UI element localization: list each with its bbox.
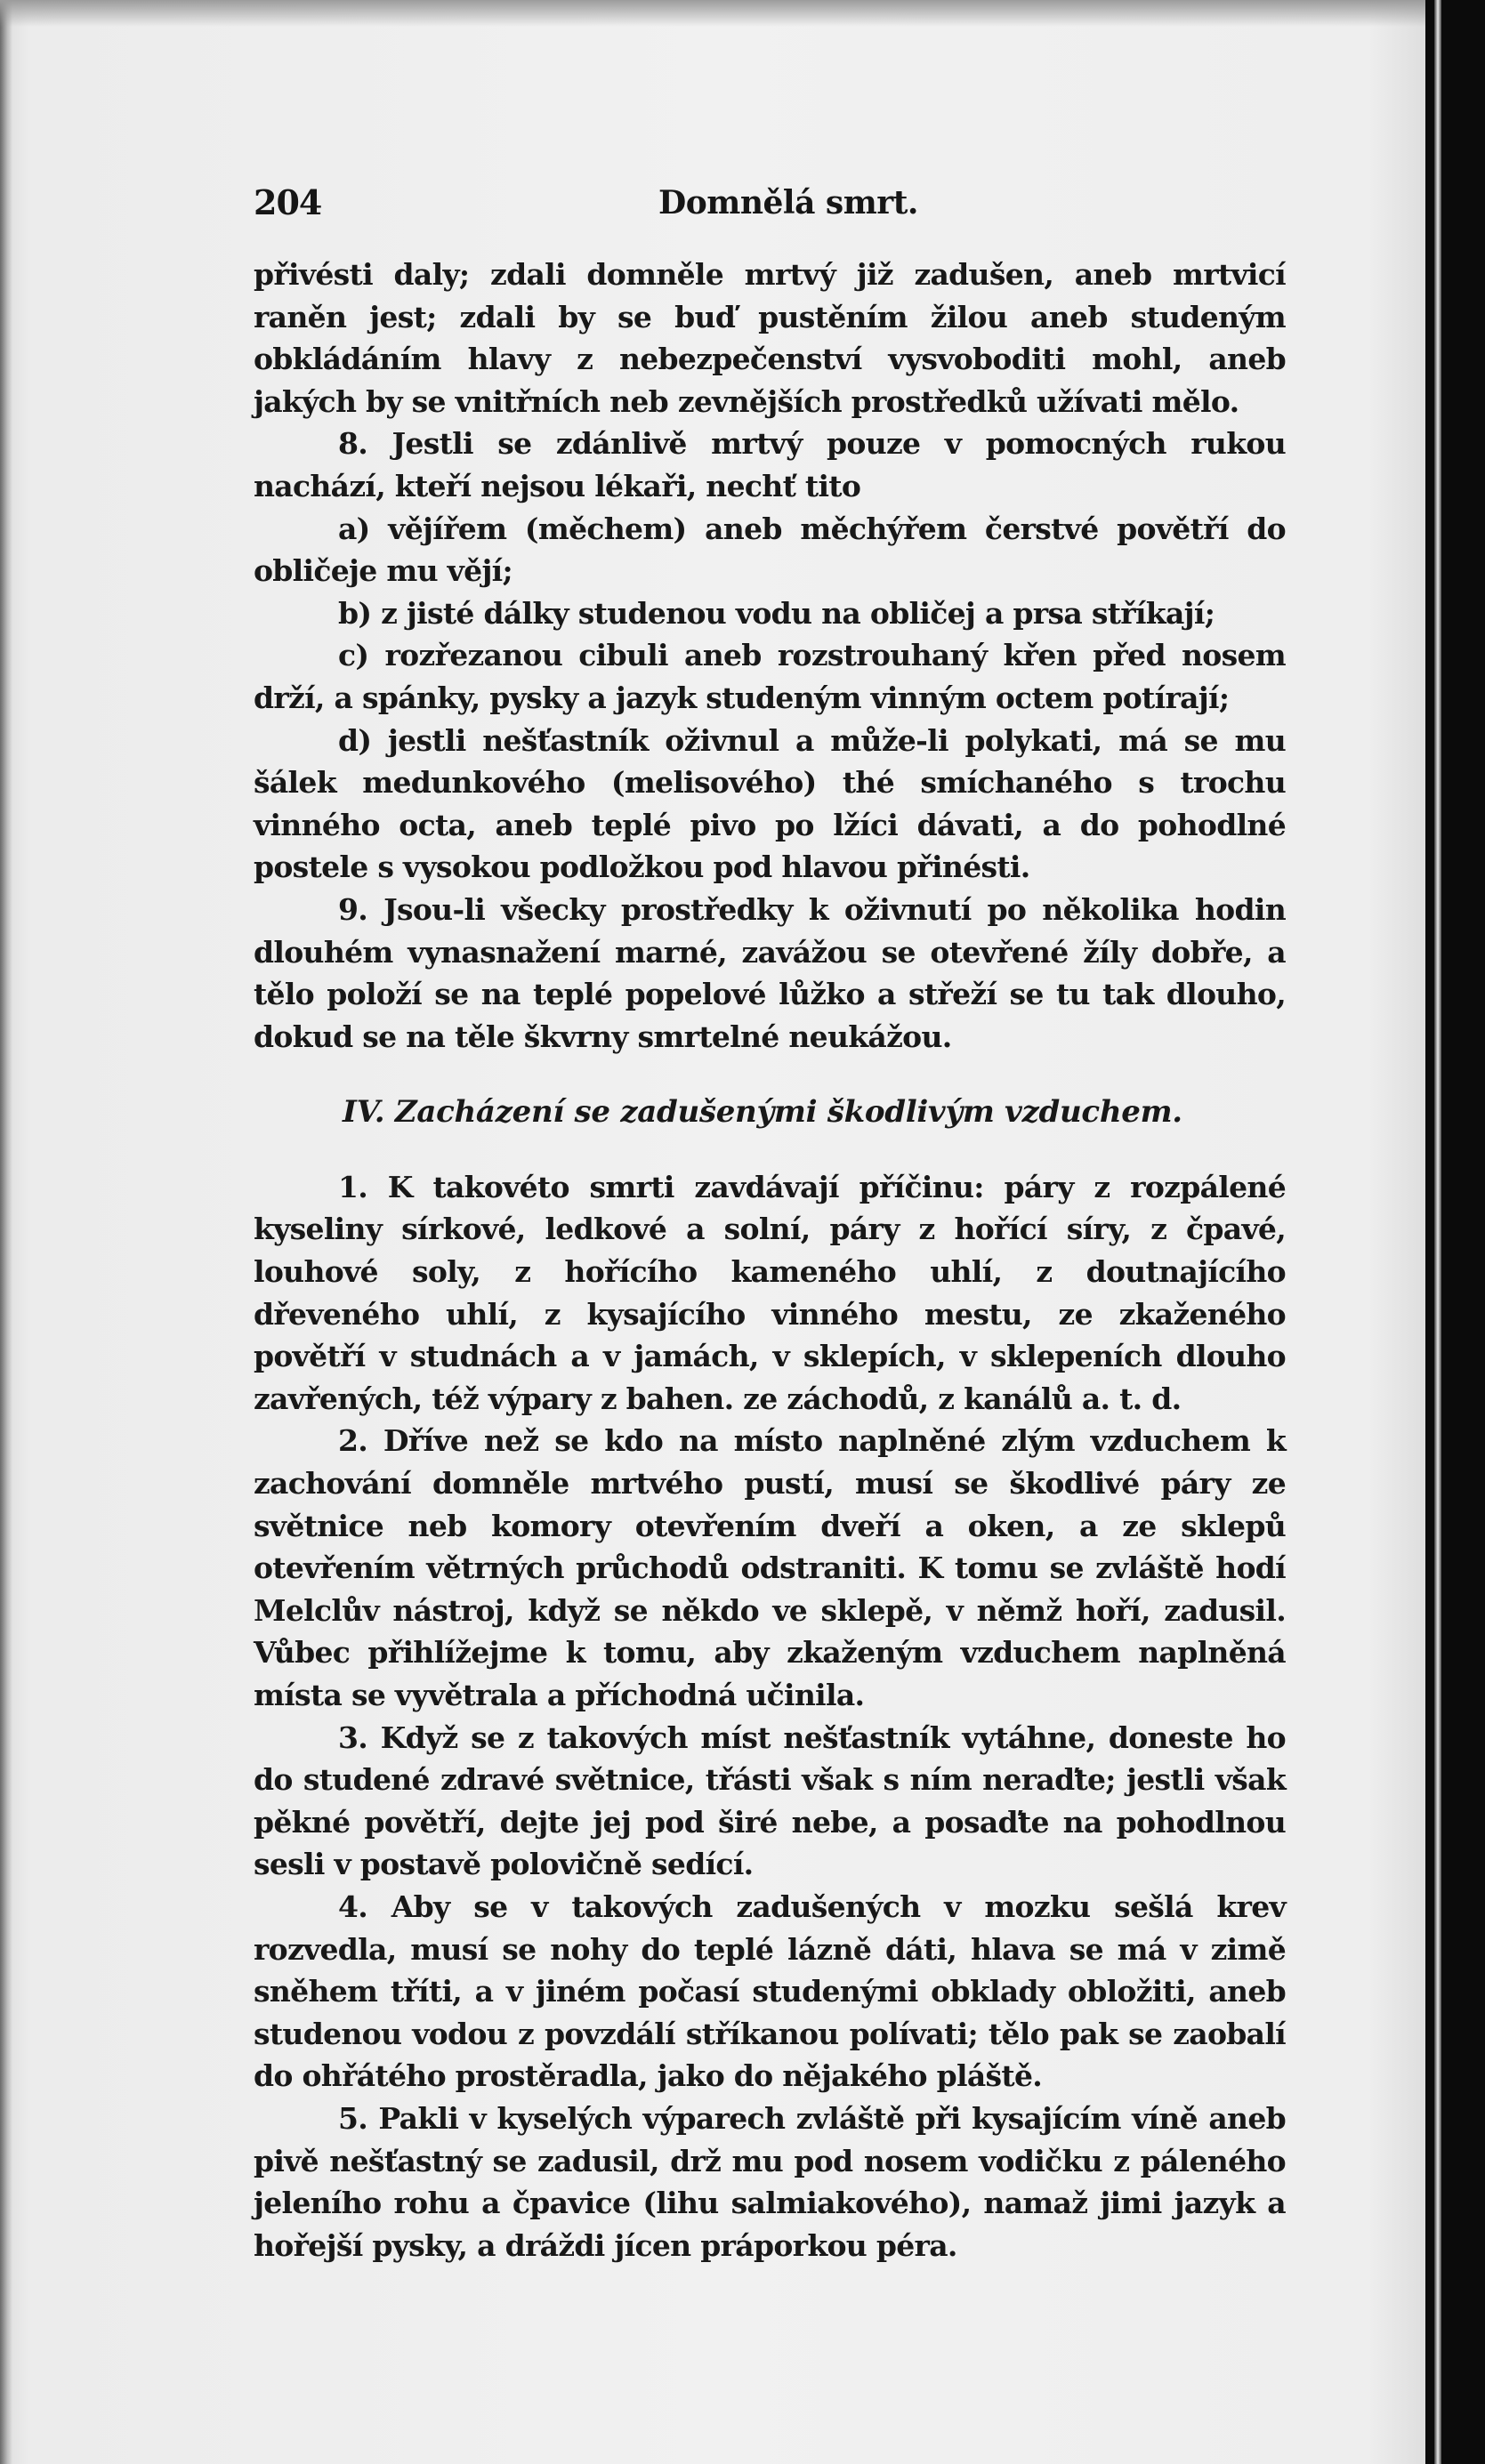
paragraph-1: 1. K takovéto smrti zavdávají příčinu: páry z rozpálené kyseliny sírkové, ledkové a solní, páry z hořící síry, z čpavé, louhové soly, z hořícího kameného uhlí, z doutnajícího dřeveného uhlí, z kysajícího vinného mestu, ze zkaženého povětří v studnách a v jamách, v sklepích, v sklepeních dlouho zavřených, též výpary z bahen. ze záchodů, z kanálů a. t. d.: [254, 1169, 1286, 1416]
paragraph-3: 3. Když se z takových míst nešťastník vytáhne, doneste ho do studené zdravé světnice, třásti však s ním neraďte; jestli však pěkné povětří, dejte jej pod širé nebe, a posaďte na pohodlnou sesli v postavě polovičně sedící.: [254, 1719, 1286, 1882]
list-item-b: b) z jisté dálky studenou vodu na obličej a prsa stříkají;: [338, 595, 1215, 631]
paragraph-4: 4. Aby se v takových zadušených v mozku sešlá krev rozvedla, musí se nohy do teplé lázně dáti, hlava se má v zimě sněhem tříti, a v jiném počasí studenými obklady obložiti, aneb studenou vodou z povzdálí stříkanou polívati; tělo pak se zaobalí do ohřátého prostěradla, jako do nějakého pláště.: [254, 1888, 1286, 2094]
page-edge-line: [1434, 0, 1441, 2464]
paragraph-9: 9. Jsou-li všecky prostředky k oživnutí po několika hodin dlouhém vynasnažení marné, zavážou se otevřené žíly dobře, a tělo položí se na teplé popelové lůžko a střeží se tu tak dlouho, dokud se na těle škvrny smrtelné neukážou.: [254, 891, 1286, 1054]
section-heading: IV. Zacházení se zadušenými škodlivým vzduchem.: [343, 1094, 1182, 1131]
list-item-d: d) jestli nešťastník oživnul a může-li polykati, má se mu šálek medunkového (melisového) thé smíchaného s trochu vinného octa, aneb teplé pivo po lžíci dávati, a do pohodlné postele s vysokou podložkou pod hlavou přinésti.: [254, 722, 1286, 885]
paragraph-8: 8. Jestli se zdánlivě mrtvý pouze v pomocných rukou nachází, kteří nejsou lékaři, nechť tito: [254, 426, 1286, 503]
paragraph-2: 2. Dříve než se kdo na místo naplněné zlým vzduchem k zachování domněle mrtvého pustí, musí se škodlivé páry ze světnice neb komory otevřením dveří a oken, a ze sklepů otevřením větrných průchodů odstraniti. K tomu se zvláště hodí Melclův nástroj, když se někdo ve sklepě, v němž hoří, zadusil. Vůbec přihlížejme k tomu, aby zkaženým vzduchem naplněná místa se vyvětrala a příchodná učinila.: [254, 1423, 1286, 1712]
running-title: Domnělá smrt.: [658, 184, 918, 221]
scan-margin: [1425, 0, 1485, 2464]
list-item-a: a) vějířem (měchem) aneb měchýřem čerstvé povětří do obličeje mu vějí;: [254, 511, 1286, 589]
paragraph-5: 5. Pakli v kyselých výparech zvláště při kysajícím víně aneb pivě nešťastný se zadusil, drž mu pod nosem vodičku z páleného jeleního rohu a čpavice (lihu salmiakového), namaž jimi jazyk a hořejší pysky, a dráždi jícen práporkou péra.: [254, 2100, 1286, 2263]
list-item-c: c) rozřezanou cibuli aneb rozstrouhaný křen před nosem drží, a spánky, pysky a jazyk studeným vinným octem potírají;: [254, 638, 1286, 715]
page-header: [254, 182, 1303, 227]
page-body: [254, 254, 1286, 2267]
paragraph-continuation: přivésti daly; zdali domněle mrtvý již zadušen, aneb mrtvicí raněn jest; zdali by se buď pustěním žilou aneb studeným obkládáním hlavy z nebezpečenství vysvoboditi mohl, aneb jakých by se vnitřních neb zevnějších prostředků užívati mělo.: [254, 257, 1286, 419]
page-number: 204: [254, 182, 322, 222]
